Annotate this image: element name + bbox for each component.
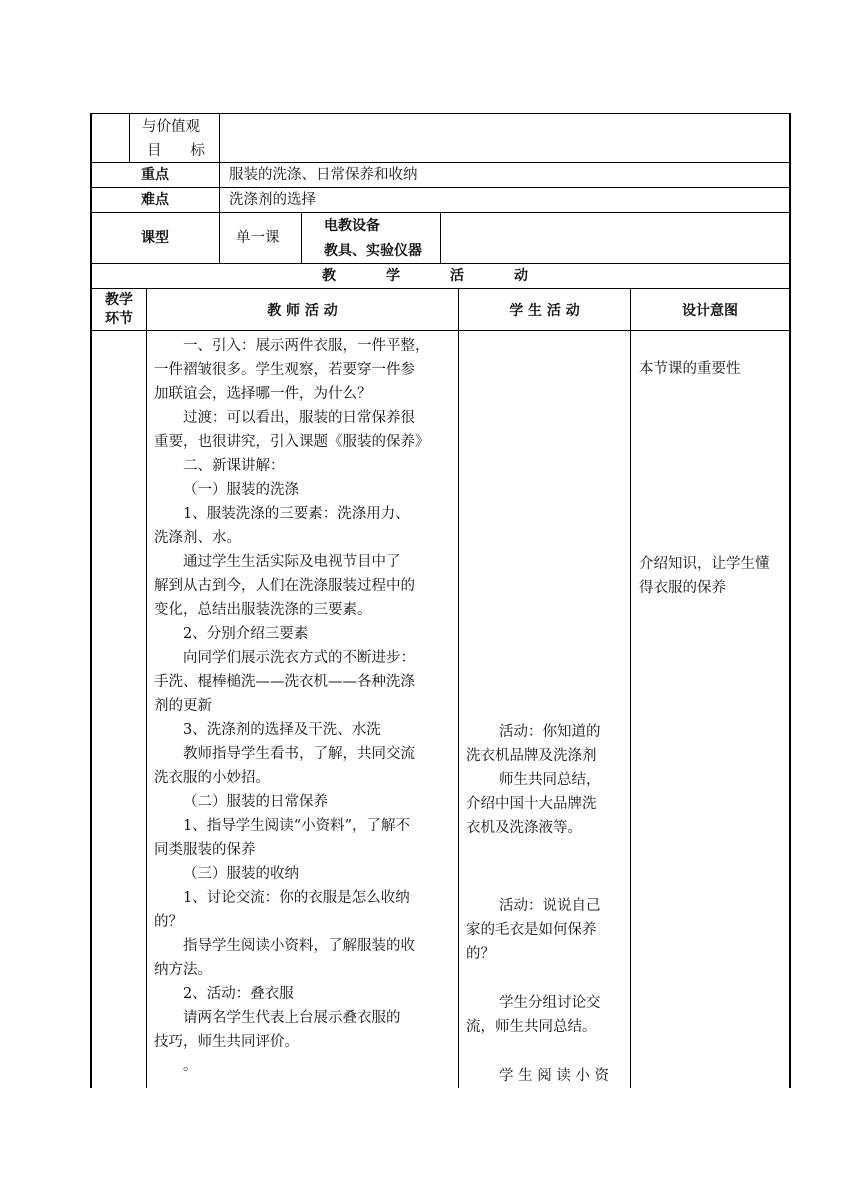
intent-block bbox=[639, 357, 787, 381]
lesson-type-label: 课型 bbox=[141, 230, 169, 246]
rule bbox=[129, 113, 130, 163]
list-item: 过渡：可以看出，服装的日常保养很 bbox=[183, 410, 415, 426]
list-item: 学生分组讨论交 bbox=[499, 995, 601, 1011]
list-item: 洗衣机品牌及洗涤剂 bbox=[466, 748, 597, 764]
difficulty-label: 难点 bbox=[141, 192, 169, 208]
list-item: 洗衣服的小妙招。 bbox=[154, 770, 270, 786]
list-item: 学 生 阅 读 小 资 bbox=[499, 1068, 610, 1084]
rule bbox=[219, 113, 220, 264]
list-item: 教师指导学生看书，了解，共同交流 bbox=[183, 746, 415, 762]
list-item: 衣机及洗涤液等。 bbox=[466, 820, 582, 836]
list-item: 重要，也很讲究，引入课题《服装的保养》 bbox=[154, 434, 430, 450]
list-item: 一、引入：展示两件衣服，一件平整， bbox=[183, 338, 430, 354]
rule bbox=[90, 113, 791, 114]
rule bbox=[458, 288, 459, 1088]
teacher-column-header: 教 师 活 动 bbox=[267, 303, 338, 319]
list-item: 得衣服的保养 bbox=[639, 580, 726, 596]
list-item: 的？ bbox=[154, 914, 183, 930]
list-item: 本节课的重要性 bbox=[639, 361, 741, 377]
lesson-type-value: 单一课 bbox=[236, 230, 280, 246]
list-item: 手洗、棍棒槌洗——洗衣机——各种洗涤 bbox=[154, 674, 415, 690]
list-item: 1、指导学生阅读“小资料”，了解不 bbox=[183, 818, 411, 834]
values-label: 与价值观 bbox=[142, 119, 200, 135]
intent-column-header: 设计意图 bbox=[682, 303, 738, 319]
goal-label: 目 标 bbox=[147, 143, 205, 159]
stage-column-header: 教学 环节 bbox=[105, 292, 133, 327]
list-item: 。 bbox=[183, 1058, 198, 1074]
list-item: 一件褶皱很多。学生观察，若要穿一件参 bbox=[154, 362, 415, 378]
list-item: 活动：说说自己 bbox=[499, 898, 601, 914]
list-item: 活动：你知道的 bbox=[499, 724, 601, 740]
rule bbox=[630, 288, 631, 1088]
list-item: 技巧，师生共同评价。 bbox=[154, 1034, 299, 1050]
student-column-header: 学 生 活 动 bbox=[509, 303, 580, 319]
list-item: 1、服装洗涤的三要素：洗涤用力、 bbox=[183, 506, 410, 522]
rule bbox=[440, 212, 441, 264]
difficulty-value: 洗涤剂的选择 bbox=[229, 192, 316, 208]
list-item: 介绍中国十大品牌洗 bbox=[466, 796, 597, 812]
focus-value: 服装的洗涤、日常保养和收纳 bbox=[229, 167, 418, 183]
list-item: 变化，总结出服装洗涤的三要素。 bbox=[154, 602, 372, 618]
rule bbox=[301, 212, 302, 264]
list-item: 剂的更新 bbox=[154, 698, 212, 714]
list-item: 介绍知识，让学生懂 bbox=[639, 556, 770, 572]
list-item: 3、洗涤剂的选择及干洗、水洗 bbox=[183, 722, 381, 738]
rule bbox=[146, 288, 147, 1088]
rule bbox=[90, 113, 92, 1088]
list-item: （三）服装的收纳 bbox=[183, 866, 299, 882]
rule bbox=[789, 113, 791, 1088]
focus-label: 重点 bbox=[141, 167, 169, 183]
student-activity-block bbox=[466, 720, 628, 840]
list-item: 加联谊会，选择哪一件，为什么？ bbox=[154, 386, 372, 402]
list-item: 同类服装的保养 bbox=[154, 842, 256, 858]
rule bbox=[90, 288, 791, 289]
list-item: 家的毛衣是如何保养 bbox=[466, 922, 597, 938]
student-activity-block bbox=[466, 991, 628, 1039]
list-item: 洗涤剂、水。 bbox=[154, 530, 241, 546]
rule bbox=[90, 330, 791, 331]
list-item: 师生共同总结， bbox=[499, 772, 601, 788]
list-item: 解到从古到今，人们在洗涤服装过程中的 bbox=[154, 578, 415, 594]
student-activity-block bbox=[466, 894, 628, 966]
list-item: 1、讨论交流：你的衣服是怎么收纳 bbox=[183, 890, 410, 906]
list-item: （一）服装的洗涤 bbox=[183, 482, 299, 498]
equipment-label-av: 电教设备 bbox=[324, 218, 380, 234]
list-item: 通过学生生活实际及电视节目中了 bbox=[183, 554, 401, 570]
list-item: （二）服装的日常保养 bbox=[183, 794, 328, 810]
intent-block bbox=[639, 552, 787, 600]
list-item: 2、分别介绍三要素 bbox=[183, 626, 309, 642]
list-item: 的？ bbox=[466, 946, 495, 962]
activities-title: 教 学 活 动 bbox=[322, 268, 530, 284]
list-item: 2、活动：叠衣服 bbox=[183, 986, 294, 1002]
list-item: 二、新课讲解： bbox=[183, 458, 285, 474]
list-item: 指导学生阅读小资料，了解服装的收 bbox=[183, 938, 415, 954]
list-item: 请两名学生代表上台展示叠衣服的 bbox=[183, 1010, 401, 1026]
list-item: 纳方法。 bbox=[154, 962, 212, 978]
equipment-label-lab: 教具、实验仪器 bbox=[324, 243, 422, 259]
list-item: 流，师生共同总结。 bbox=[466, 1019, 597, 1035]
list-item: 向同学们展示洗衣方式的不断进步： bbox=[183, 650, 415, 666]
teacher-activity-text bbox=[154, 334, 454, 1078]
student-activity-block bbox=[466, 1064, 628, 1088]
rule bbox=[90, 187, 791, 188]
